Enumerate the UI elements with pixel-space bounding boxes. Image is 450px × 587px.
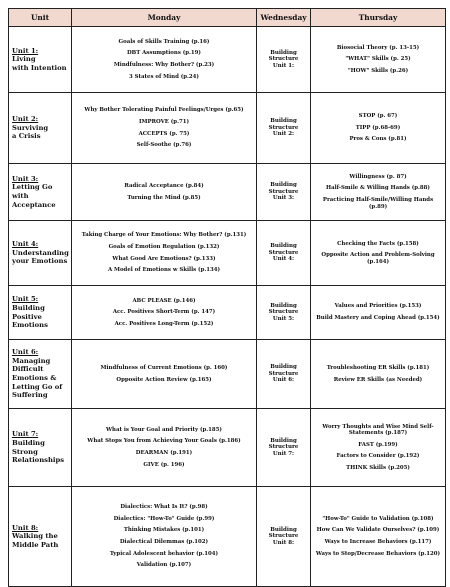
unit-title-line: Surviving [12, 123, 49, 132]
unit-title-line: Letting Go [12, 183, 53, 192]
wednesday-line: Structure [268, 370, 299, 377]
monday-item: Goals of Emotion Regulation (p.132) [108, 243, 220, 250]
unit-number: Unit 3: [12, 174, 39, 183]
wednesday-cell [257, 340, 311, 409]
monday-item: A Model of Emotions w Skills (p.134) [107, 267, 221, 274]
table-row [9, 340, 446, 409]
monday-item: DEARMAN (p.191) [135, 450, 193, 456]
unit-title-line: Living [12, 55, 36, 64]
monday-item: ACCEPTS (p. 75) [138, 130, 190, 137]
thursday-item: Worry Thoughts and Wise Mind Self-Statements (p.187) [322, 423, 434, 437]
wednesday-line: Structure [268, 309, 299, 316]
unit-title-line: a Crisis [12, 132, 41, 141]
monday-item: Mindfulness: Why Bother? (p.23) [113, 62, 215, 68]
header-monday: Monday [72, 9, 257, 27]
wednesday-line: Building [270, 243, 297, 250]
thursday-item: How Can We Validate Ourselves? (p.109) [316, 527, 440, 534]
unit-cell [9, 409, 72, 487]
unit-title-line: Relationships [12, 456, 65, 465]
table-row [9, 93, 446, 164]
unit-number: Unit 4: [12, 240, 39, 249]
thursday-item: Review ER Skills (as Needed) [333, 376, 423, 383]
thursday-item: Values and Priorities (p.153) [334, 303, 422, 310]
thursday-item: Checking the Facts (p.158) [337, 240, 419, 247]
header-row [9, 9, 446, 27]
thursday-cell [311, 93, 446, 164]
thursday-item: Opposite Action and Problem-Solving (p.164) [321, 252, 435, 265]
monday-cell [72, 93, 257, 164]
unit-title-line: Emotions [12, 321, 48, 330]
thursday-item: "HOW" Skills (p.26) [347, 67, 409, 74]
monday-cell [72, 221, 257, 286]
wednesday-line: Structure [268, 444, 299, 451]
thursday-item: Practicing Half-Smile/Willing Hands (p.89) [322, 197, 434, 210]
monday-item: IMPROVE (p.71) [138, 118, 190, 125]
wednesday-line: Building [270, 49, 297, 56]
thursday-cell [311, 27, 446, 93]
unit-number: Unit 8: [12, 523, 39, 532]
wednesday-line: Structure [268, 188, 299, 195]
wednesday-cell [257, 93, 311, 164]
monday-item: What Stops You from Achieving Your Goals (p.186) [87, 438, 241, 445]
table-row [9, 409, 446, 487]
thursday-cell [311, 286, 446, 340]
monday-item: Opposite Action Review (p.165) [116, 376, 212, 383]
thursday-item: Biosocial Theory (p. 13-15) [336, 44, 420, 51]
wednesday-line: Building [270, 364, 297, 371]
unit-number: Unit 2: [12, 115, 39, 124]
monday-item: Goals of Skills Training (p.16) [118, 38, 210, 45]
wednesday-cell [257, 409, 311, 487]
unit-title-line: Difficult [12, 365, 44, 374]
monday-cell [72, 164, 257, 221]
unit-cell [9, 340, 72, 409]
thursday-item: Build Mastery and Coping Ahead (p.154) [316, 315, 440, 321]
thursday-cell [311, 221, 446, 286]
unit-number: Unit 6: [12, 348, 39, 357]
thursday-item: "WHAT" Skills (p. 25) [345, 56, 411, 63]
unit-number: Unit 5: [12, 295, 39, 304]
monday-item: GIVE (p. 196) [143, 461, 185, 468]
monday-item: 3 States of Mind (p.24) [129, 73, 199, 80]
monday-cell [72, 340, 257, 409]
thursday-item: THINK Skills (p.205) [346, 464, 410, 471]
monday-item: Thinking Mistakes (p.101) [123, 527, 205, 534]
unit-title-line: Building [12, 303, 45, 312]
wednesday-line: Unit 4: [272, 256, 295, 263]
monday-cell [72, 27, 257, 93]
thursday-item: TIPP (p.68-69) [355, 124, 401, 131]
schedule-table [8, 8, 446, 587]
wednesday-cell [257, 221, 311, 286]
wednesday-cell [257, 164, 311, 221]
unit-cell [9, 27, 72, 93]
unit-number: Unit 7: [12, 430, 39, 439]
wednesday-line: Unit 7: [272, 450, 295, 457]
unit-title-line: Walking the [12, 532, 58, 541]
monday-item: Validation (p.107) [136, 562, 192, 569]
wednesday-line: Building [270, 526, 297, 533]
thursday-item: Troubleshooting ER Skills (p.181) [326, 364, 430, 371]
wednesday-line: Structure [268, 124, 299, 131]
thursday-item: "How-To" Guide to Validation (p.108) [322, 515, 434, 522]
wednesday-line: Unit 1: [272, 62, 295, 69]
wednesday-line: Structure [268, 56, 299, 63]
thursday-cell [311, 487, 446, 587]
wednesday-cell [257, 487, 311, 587]
unit-title-line: Building [12, 438, 45, 447]
unit-title-line: with [12, 192, 29, 200]
thursday-item: Factors to Consider (p.192) [336, 453, 420, 460]
unit-cell [9, 487, 72, 587]
table-row [9, 221, 446, 286]
unit-title-line: Acceptance [12, 200, 56, 209]
wednesday-line: Unit 6: [272, 377, 295, 384]
wednesday-line: Structure [268, 533, 299, 540]
unit-title-line: Positive [12, 312, 42, 321]
unit-title-line: Letting Go of [12, 382, 63, 391]
monday-item: Mindfulness of Current Emotions (p. 160) [100, 364, 228, 371]
wednesday-line: Building [270, 302, 297, 309]
table-row [9, 286, 446, 340]
thursday-item: Willingness (p. 87) [349, 173, 407, 180]
unit-title-line: with Intention [12, 63, 67, 72]
monday-cell [72, 487, 257, 587]
monday-item: Acc. Positives Short-Term (p. 147) [112, 309, 216, 316]
header-wednesday: Wednesday [257, 9, 311, 27]
unit-title-line: Strong [12, 447, 38, 456]
wednesday-line: Building [270, 118, 297, 125]
monday-item: Dialectical Dilemmas (p.102) [119, 539, 209, 545]
monday-item: Self-Soothe (p.76) [136, 142, 192, 149]
unit-title-line: Suffering [12, 391, 48, 400]
thursday-item: Ways to Stop/Decrease Behaviors (p.120) [315, 550, 441, 557]
wednesday-line: Structure [268, 249, 299, 256]
table-row [9, 487, 446, 587]
wednesday-line: Building [270, 182, 297, 189]
thursday-item: Half-Smile & Willing Hands (p.88) [326, 185, 430, 192]
monday-item: ABC PLEASE (p.146) [132, 297, 196, 304]
thursday-cell [311, 340, 446, 409]
monday-item: Dialectics: What Is It? (p.98) [120, 504, 208, 511]
monday-item: What Good Are Emotions? (p.133) [112, 255, 216, 262]
unit-title-line: Managing [12, 356, 51, 365]
thursday-cell [311, 164, 446, 221]
thursday-item: Pros & Cons (p.81) [349, 136, 407, 143]
wednesday-cell [257, 27, 311, 93]
wednesday-line: Unit 5: [272, 315, 295, 322]
unit-number: Unit 1: [12, 46, 39, 55]
monday-item: Turning the Mind (p.85) [127, 194, 201, 201]
header-thursday: Thursday [311, 9, 446, 27]
monday-item: Dialectics: "How-To" Guide (p.99) [113, 515, 215, 522]
wednesday-cell [257, 286, 311, 340]
monday-cell [72, 286, 257, 340]
table-row [9, 27, 446, 93]
unit-title-line: Understanding [12, 248, 69, 257]
monday-item: Typical Adolescent behavior (p.104) [109, 550, 219, 557]
thursday-item: Ways to Increase Behaviors (p.117) [324, 539, 432, 545]
wednesday-line: Unit 8: [272, 539, 295, 546]
thursday-item: STOP (p. 67) [358, 113, 398, 120]
monday-item: What is Your Goal and Priority (p.185) [105, 426, 222, 433]
unit-cell [9, 286, 72, 340]
unit-cell [9, 164, 72, 221]
monday-item: Radical Acceptance (p.84) [124, 182, 204, 189]
monday-item: DBT Assumptions (p.19) [127, 50, 201, 57]
unit-title-line: Emotions & [12, 374, 57, 382]
unit-title-line: Middle Path [12, 540, 59, 549]
monday-item: Why Bother Tolerating Painful Feelings/Urges (p.65) [84, 107, 244, 114]
wednesday-line: Building [270, 437, 297, 444]
monday-item: Acc. Positives Long-Term (p.152) [114, 320, 214, 327]
header-unit: Unit [9, 9, 72, 27]
unit-cell [9, 221, 72, 286]
schedule-body [9, 27, 446, 587]
wednesday-line: Unit 3: [272, 195, 295, 202]
wednesday-line: Unit 2: [272, 131, 295, 138]
thursday-cell [311, 409, 446, 487]
unit-title-line: your Emotions [12, 257, 68, 266]
monday-cell [72, 409, 257, 487]
thursday-item: FAST (p.199) [358, 441, 398, 448]
monday-item: Taking Charge of Your Emotions: Why Bother? (p.131) [81, 232, 247, 239]
unit-cell [9, 93, 72, 164]
table-row [9, 164, 446, 221]
